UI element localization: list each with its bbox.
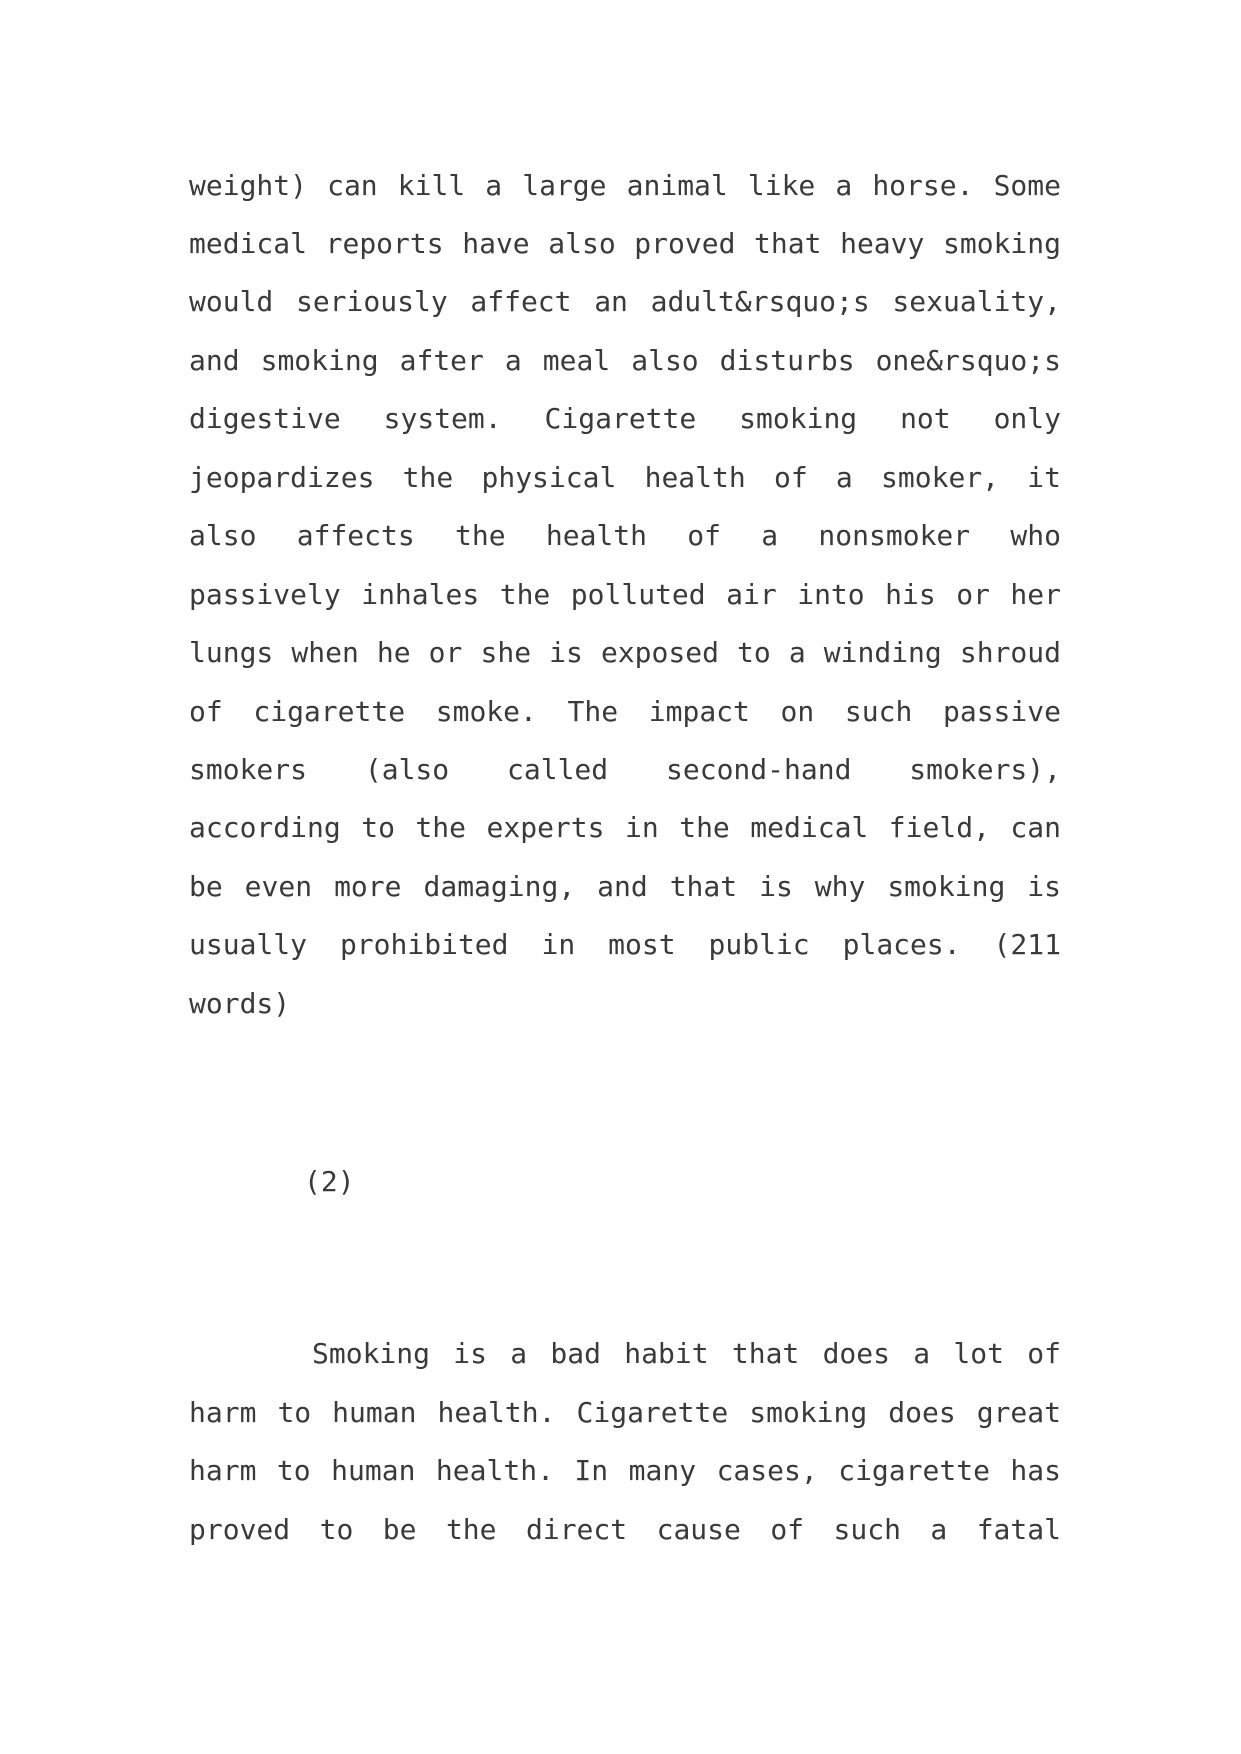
paragraph-1-line-15: words) — [189, 987, 291, 1020]
paragraph-1-line-13: be even more damaging, and that is why smoking is — [189, 870, 1061, 903]
paragraph-1-line-3: would seriously affect an adult&rsquo;s sexuality, — [189, 285, 1061, 318]
paragraph-1-line-9: lungs when he or she is exposed to a winding shroud — [189, 636, 1061, 669]
paragraph-2-line-2: harm to human health. Cigarette smoking does great — [189, 1396, 1061, 1429]
paragraph-1-line-8: passively inhales the polluted air into his or her — [189, 578, 1061, 611]
paragraph-2-line-3: harm to human health. In many cases, cigarette has — [189, 1454, 1061, 1487]
paragraph-2-line-4: proved to be the direct cause of such a fatal — [189, 1513, 1061, 1546]
section-marker: (2) — [304, 1165, 355, 1198]
paragraph-1-line-11: smokers (also called second-hand smokers), — [189, 753, 1061, 786]
paragraph-1-line-14: usually prohibited in most public places. (211 — [189, 928, 1061, 961]
paragraph-1-line-1: weight) can kill a large animal like a horse. Some — [189, 169, 1061, 202]
paragraph-1-line-4: and smoking after a meal also disturbs one&rsquo;s — [189, 344, 1061, 377]
paragraph-1-line-6: jeopardizes the physical health of a smoker, it — [189, 461, 1061, 494]
paragraph-1-line-5: digestive system. Cigarette smoking not only — [189, 402, 1061, 435]
paragraph-1-line-10: of cigarette smoke. The impact on such passive — [189, 695, 1061, 728]
paragraph-2-line-1: Smoking is a bad habit that does a lot of — [312, 1337, 1061, 1370]
paragraph-1-line-7: also affects the health of a nonsmoker who — [189, 519, 1061, 552]
paragraph-1-line-12: according to the experts in the medical field, can — [189, 811, 1061, 844]
paragraph-1-line-2: medical reports have also proved that heavy smoking — [189, 227, 1061, 260]
